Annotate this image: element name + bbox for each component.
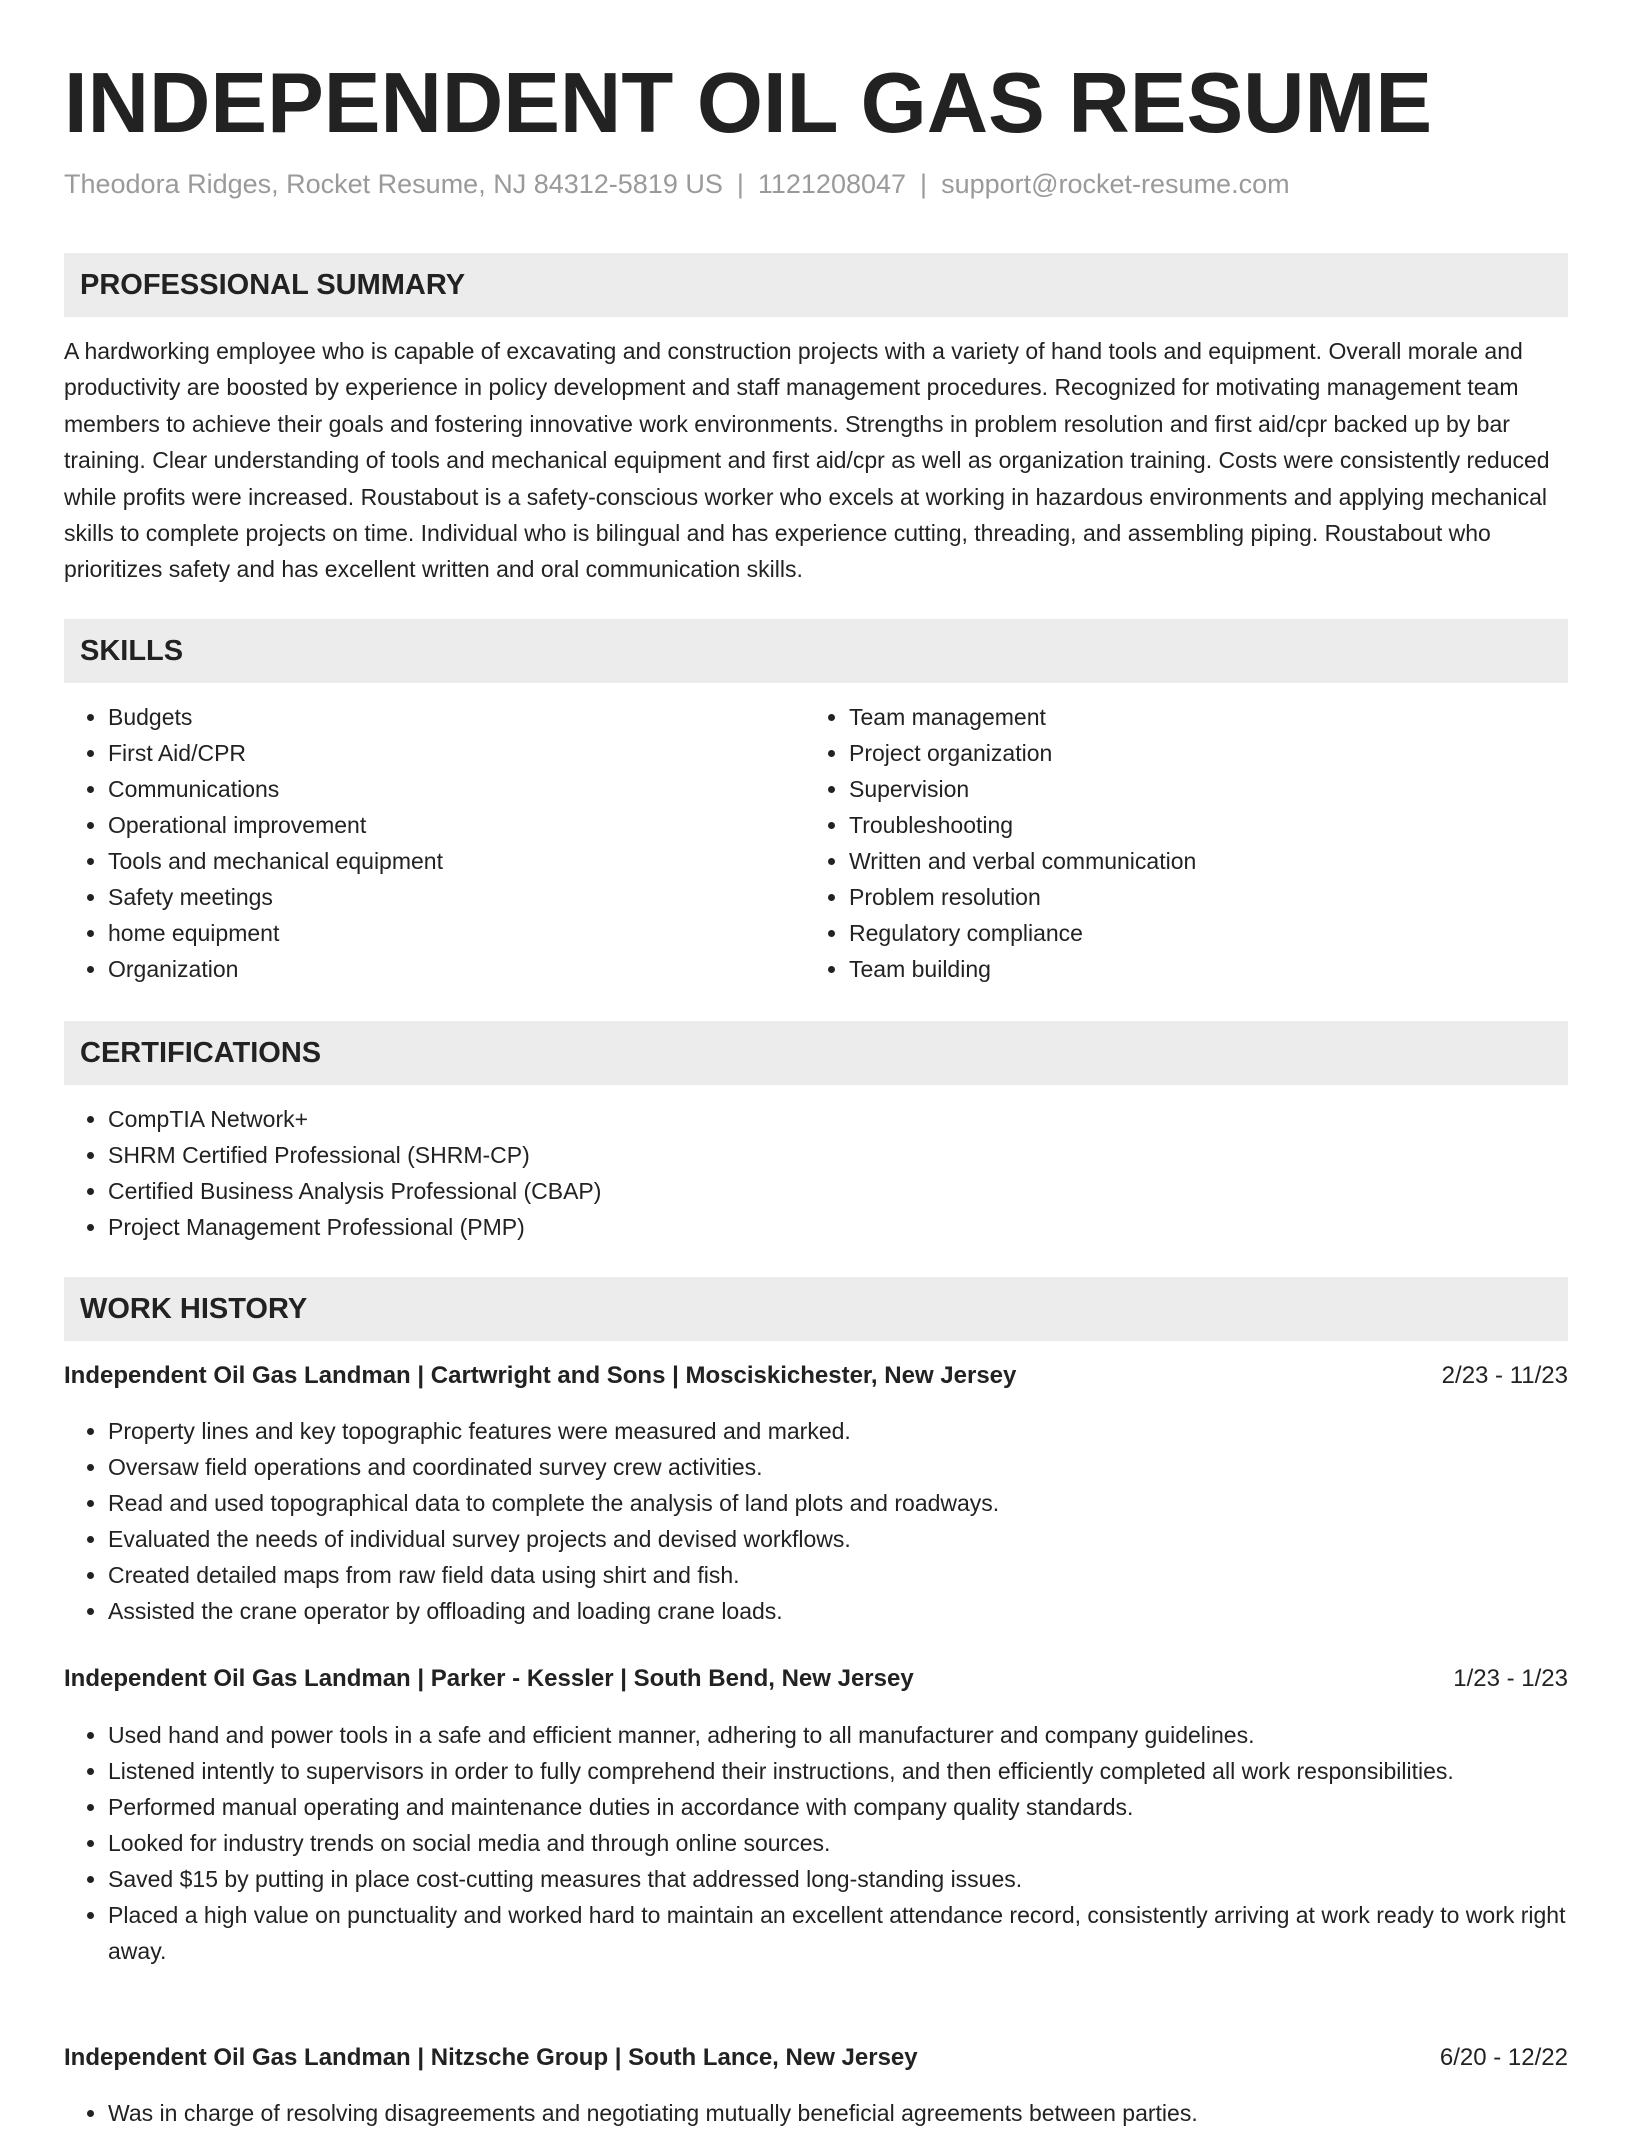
skills-heading: SKILLS xyxy=(80,635,184,667)
skill-item: • Budgets xyxy=(108,699,764,735)
certification-item: • CompTIA Network+ xyxy=(108,1101,1568,1137)
skill-item: • Safety meetings xyxy=(108,879,764,915)
job-bullet-list xyxy=(64,1413,1568,1629)
job-header xyxy=(64,1358,1568,1394)
summary-section-header xyxy=(64,253,1568,317)
job-title: Independent Oil Gas Landman | Cartwright and Sons | Mosciskichester, New Jersey xyxy=(64,1362,1017,1389)
certification-item: • SHRM Certified Professional (SHRM-CP) xyxy=(108,1137,1568,1173)
skill-item: • Organization xyxy=(108,951,764,987)
job-title: Independent Oil Gas Landman | Parker - Kessler | South Bend, New Jersey xyxy=(64,1665,914,1692)
job-bullets xyxy=(64,1413,1568,1629)
skill-item: • home equipment xyxy=(108,915,764,951)
skill-item: • Operational improvement xyxy=(108,807,764,843)
resume-title: INDEPENDENT OIL GAS RESUME xyxy=(64,56,1433,151)
job-bullet: • Oversaw field operations and coordinated survey crew activities. xyxy=(108,1449,1568,1485)
job-bullet-list xyxy=(64,1717,1568,1969)
certifications-list xyxy=(64,1101,1568,1245)
skill-item: • Problem resolution xyxy=(849,879,1505,915)
skills-right-column xyxy=(805,699,1505,987)
contact-line xyxy=(64,166,1290,202)
job-bullet: • Was in charge of resolving disagreements and negotiating mutually beneficial agreements between parties. xyxy=(108,2095,1568,2131)
skill-item: • Troubleshooting xyxy=(849,807,1505,843)
skill-item: • Communications xyxy=(108,771,764,807)
job-header xyxy=(64,1661,1568,1697)
job-bullet: • Listened intently to supervisors in order to fully comprehend their instructions, and then efficiently completed all work responsibilities. xyxy=(108,1753,1568,1789)
work-history-section-header xyxy=(64,1277,1568,1341)
job-bullet: • Performed manual operating and maintenance duties in accordance with company quality standards. xyxy=(108,1789,1568,1825)
job-dates: 2/23 - 11/23 xyxy=(1441,1362,1568,1389)
job-bullet: • Looked for industry trends on social media and through online sources. xyxy=(108,1825,1568,1861)
job-dates: 1/23 - 1/23 xyxy=(1453,1665,1568,1692)
skill-item: • Project organization xyxy=(849,735,1505,771)
job-bullet: • Placed a high value on punctuality and worked hard to maintain an excellent attendance record, consistently arriving at work ready to work right away. xyxy=(108,1897,1568,1969)
job-bullets xyxy=(64,2095,1568,2131)
job-bullet: • Used hand and power tools in a safe and efficient manner, adhering to all manufacturer and company guidelines. xyxy=(108,1717,1568,1753)
skill-item: • Regulatory compliance xyxy=(849,915,1505,951)
skill-item: • Supervision xyxy=(849,771,1505,807)
job-bullet: • Saved $15 by putting in place cost-cutting measures that addressed long-standing issues. xyxy=(108,1861,1568,1897)
skills-section-header xyxy=(64,619,1568,683)
certification-item: • Project Management Professional (PMP) xyxy=(108,1209,1568,1245)
summary-text: A hardworking employee who is capable of excavating and construction projects with a variety of hand tools and equipment. Overall morale and productivity are boosted by experience in policy development and staff management procedures. Recognized for motivating management team members to achieve their goals and fostering innovative work environments. Strengths in problem resolution and first aid/cpr backed up by bar training. Clear understanding of tools and mechanical equipment and first aid/cpr as well as organization training. Costs were consistently reduced while profits were increased. Roustabout is a safety-conscious worker who excels at working in hazardous environments and applying mechanical skills to complete projects on time. Individual who is bilingual and has experience cutting, threading, and assembling piping. Roustabout who prioritizes safety and has excellent written and oral communication skills. xyxy=(64,338,1550,583)
work-history-heading: WORK HISTORY xyxy=(80,1293,308,1325)
skill-item: • Team building xyxy=(849,951,1505,987)
job-title: Independent Oil Gas Landman | Nitzsche Group | South Lance, New Jersey xyxy=(64,2044,918,2071)
skills-right-list xyxy=(805,699,1505,987)
contact-separator: | xyxy=(736,169,744,199)
certifications-section-header xyxy=(64,1021,1568,1085)
job-bullet: • Assisted the crane operator by offloading and loading crane loads. xyxy=(108,1593,1568,1629)
job-bullet: • Property lines and key topographic features were measured and marked. xyxy=(108,1413,1568,1449)
job-bullet: • Created detailed maps from raw field data using shirt and fish. xyxy=(108,1557,1568,1593)
contact-separator: | xyxy=(920,169,928,199)
skill-item: • Team management xyxy=(849,699,1505,735)
certifications-block xyxy=(64,1101,1568,1245)
contact-address: Theodora Ridges, Rocket Resume, NJ 84312-5819 US xyxy=(64,169,723,199)
contact-email[interactable]: support@rocket-resume.com xyxy=(941,169,1290,199)
skills-left-list xyxy=(64,699,764,987)
certifications-heading: CERTIFICATIONS xyxy=(80,1037,322,1069)
job-bullet: • Evaluated the needs of individual survey projects and devised workflows. xyxy=(108,1521,1568,1557)
skills-left-column xyxy=(64,699,764,987)
summary-heading: PROFESSIONAL SUMMARY xyxy=(80,269,466,301)
certification-item: • Certified Business Analysis Professional (CBAP) xyxy=(108,1173,1568,1209)
job-bullets xyxy=(64,1717,1568,1969)
skill-item: • Tools and mechanical equipment xyxy=(108,843,764,879)
contact-phone: 1121208047 xyxy=(757,169,907,199)
skill-item: • First Aid/CPR xyxy=(108,735,764,771)
skill-item: • Written and verbal communication xyxy=(849,843,1505,879)
job-bullet: • Read and used topographical data to complete the analysis of land plots and roadways. xyxy=(108,1485,1568,1521)
job-header xyxy=(64,2040,1568,2076)
job-dates: 6/20 - 12/22 xyxy=(1439,2044,1568,2071)
job-bullet-list xyxy=(64,2095,1568,2131)
